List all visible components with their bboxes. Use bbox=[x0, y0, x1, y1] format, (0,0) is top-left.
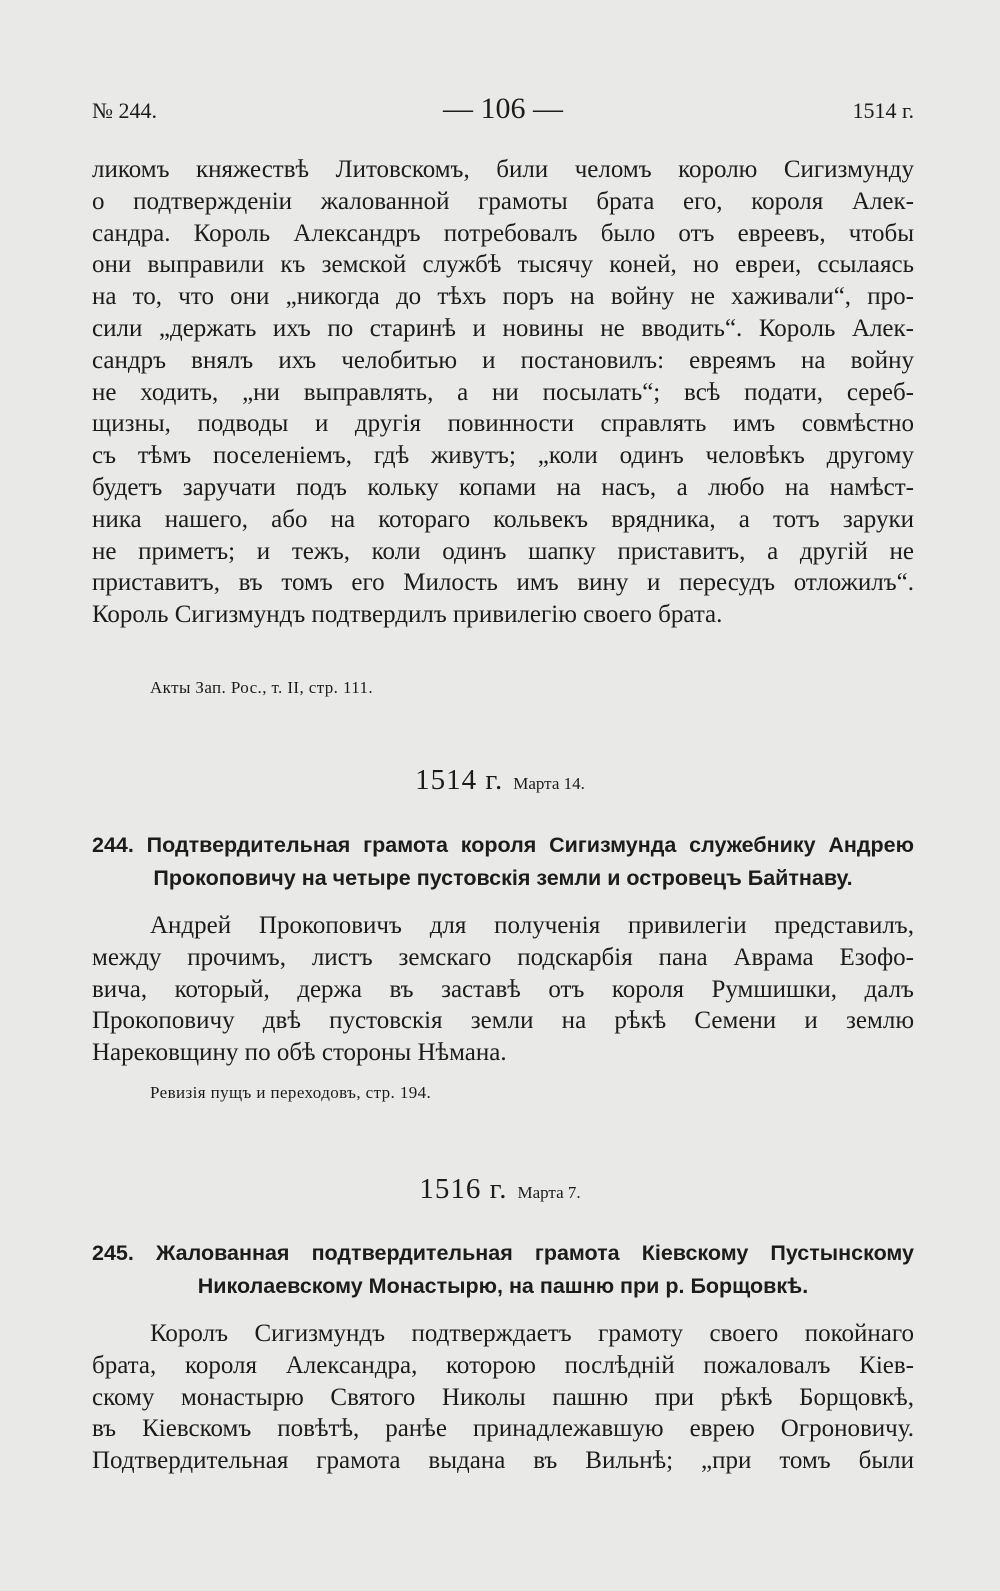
continued-paragraph bbox=[92, 154, 914, 631]
source-reference: Ревизія пущъ и переходовъ, стр. 194. bbox=[150, 1083, 432, 1102]
entry-date-heading bbox=[0, 1173, 1000, 1206]
text-line: на то, что они „никогда до тѣхъ поръ на войну не хаживали“, про- bbox=[92, 283, 914, 311]
text-line: Королъ Сигизмундъ подтверждаетъ грамоту своего покойнаго bbox=[150, 1320, 914, 1347]
entry-text bbox=[92, 910, 914, 1069]
text-line: Король Сигизмундъ подтвердилъ привилегію своего брата. bbox=[92, 601, 723, 629]
entry-title bbox=[92, 1237, 914, 1303]
text-line: о подтвержденіи жалованной грамоты брата его, короля Алек- bbox=[92, 187, 914, 215]
text-line: щизны, подводы и другія повинности справлять имъ совмѣстно bbox=[92, 410, 914, 438]
header-year: 1514 г. bbox=[852, 98, 914, 123]
entry-title-line: 244. Подтвердительная грамота короля Сигизмунда служебнику Андрею bbox=[92, 833, 914, 857]
entry-year: 1514 г. bbox=[415, 764, 504, 796]
text-line: вича, который, держа въ заставѣ отъ короля Румшишки, далъ bbox=[92, 975, 914, 1003]
text-line: сандръ внялъ ихъ челобитью и постановилъ: евреямъ на войну bbox=[92, 346, 914, 374]
text-line: Нарековщину по обѣ стороны Нѣмана. bbox=[92, 1039, 507, 1067]
text-line: ликомъ княжествѣ Литовскомъ, били челомъ королю Сигизмунду bbox=[92, 156, 914, 183]
text-line: Прокоповичу двѣ пустовскія земли на рѣкѣ Семени и землю bbox=[92, 1007, 914, 1035]
entry-year: 1516 г. bbox=[419, 1173, 508, 1205]
text-line: съ тѣмъ поселеніемъ, гдѣ живутъ; „коли одинъ человѣкъ другому bbox=[92, 442, 914, 470]
document-number: № 244. bbox=[92, 98, 157, 123]
text-line: въ Кіевскомъ повѣтѣ, ранѣе принадлежавшую еврею Огроновичу. bbox=[92, 1415, 914, 1443]
text-line: между прочимъ, листъ земскаго подскарбія пана Аврама Езофо- bbox=[92, 943, 914, 971]
entry-title-line: Прокоповичу на четыре пустовскія земли и островецъ Байтнаву. bbox=[153, 866, 853, 890]
text-line: Подтвердительная грамота выдана въ Вильнѣ; „при томъ были bbox=[92, 1447, 914, 1475]
text-line: не приметъ; и тежъ, коли одинъ шапку приставитъ, а другій не bbox=[92, 537, 914, 565]
entry-title bbox=[92, 829, 914, 895]
entry-title-line: 245. Жалованная подтвердительная грамота Кіевскому Пустынскому bbox=[92, 1241, 914, 1265]
text-line: не ходить, „ни выправлять, а ни посылать“; всѣ подати, сереб- bbox=[92, 378, 914, 406]
entry-title-line: Николаевскому Монастырю, на пашню при р. Борщовкѣ. bbox=[197, 1274, 809, 1298]
text-line: скому монастырю Святого Николы пашню при рѣкѣ Борщовкѣ, bbox=[92, 1383, 914, 1411]
text-line: будетъ заручати подъ кольку копами на насъ, а любо на намѣст- bbox=[92, 473, 914, 501]
entry-day: Марта 14. bbox=[513, 774, 585, 793]
text-line: сандра. Король Александръ потребовалъ было отъ евреевъ, чтобы bbox=[92, 219, 914, 247]
text-line: брата, короля Александра, которою послѣдній пожаловалъ Кіев- bbox=[92, 1351, 914, 1379]
text-line: приставитъ, въ томъ его Милость имъ вину и пересудъ отложилъ“. bbox=[92, 569, 914, 597]
text-line: Андрей Прокоповичъ для полученія привилегіи представилъ, bbox=[150, 912, 914, 939]
page-number: — 106 — bbox=[443, 92, 563, 125]
entry-text bbox=[92, 1318, 914, 1477]
source-reference: Акты Зап. Рос., т. II, стр. 111. bbox=[150, 678, 374, 697]
text-line: ника нашего, або на котораго кольвекъ врядника, а тотъ заруки bbox=[92, 505, 914, 533]
text-line: сили „держать ихъ по старинѣ и новины не вводить“. Король Алек- bbox=[92, 314, 914, 342]
entry-day: Марта 7. bbox=[517, 1183, 581, 1202]
text-line: они выправили къ земской службѣ тысячу коней, но евреи, ссылаясь bbox=[92, 251, 914, 279]
entry-date-heading bbox=[0, 764, 1000, 797]
page-header bbox=[92, 92, 914, 134]
